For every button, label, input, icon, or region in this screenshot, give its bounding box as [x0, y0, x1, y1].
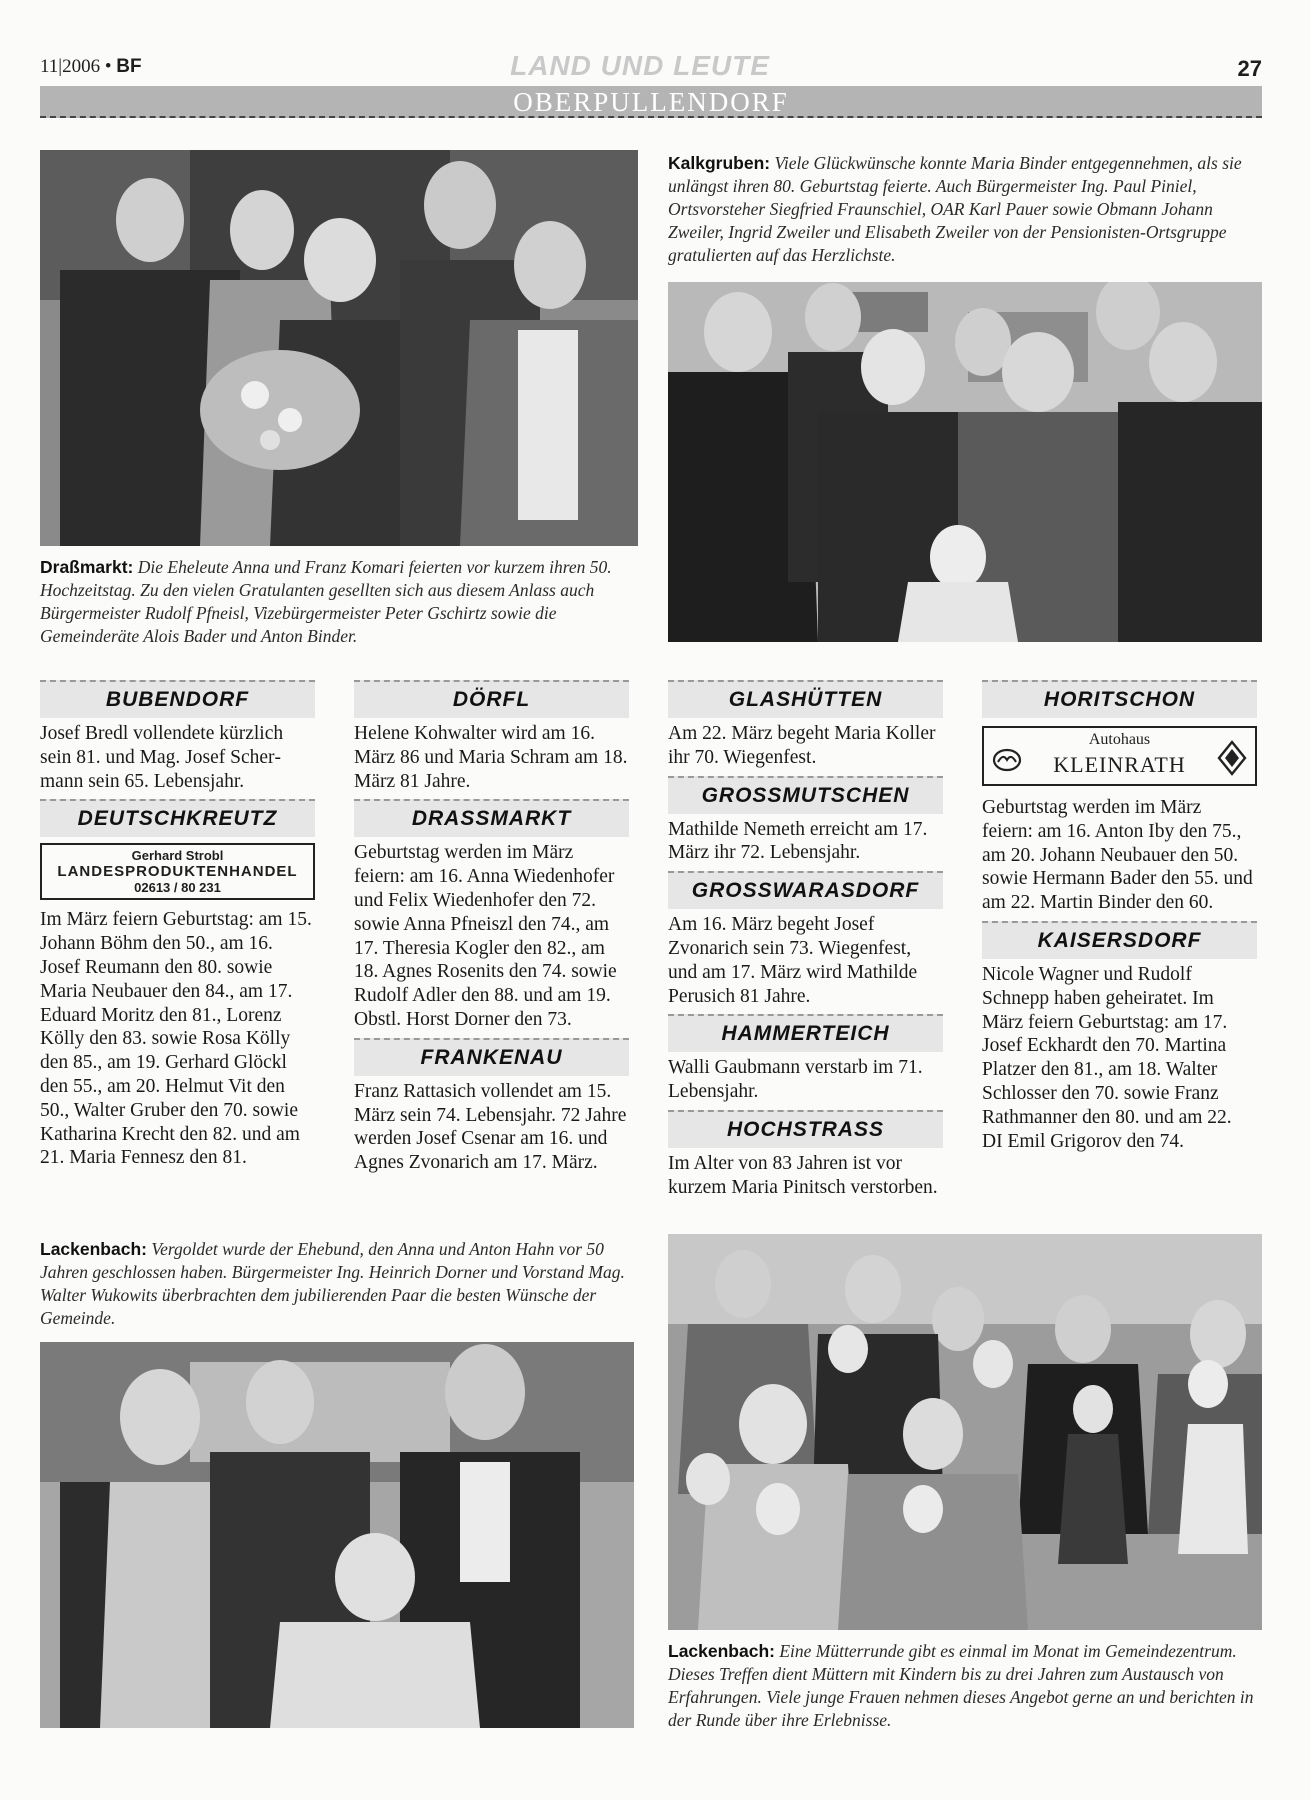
caption-place: Draßmarkt:: [40, 557, 134, 577]
section-text-glashuetten: Am 22. März begeht Maria Koller ihr 70. Wiegenfest.: [668, 723, 936, 768]
photo-lackenbach-golden-wedding: [40, 1342, 634, 1728]
caption-lackenbach-golden-wedding: [40, 1238, 638, 1330]
section-head-hochstrass: HOCHSTRASS: [668, 1110, 943, 1148]
section-text-horitschon: Geburtstag werden im März feiern: am 16. Anton Iby den 75., am 20. Johann Neubauer den 50. sowie Hermann Bader den 55. und am 22. Martin Binder den 60.: [982, 797, 1253, 914]
column-3: [668, 680, 943, 1206]
region-band: [40, 86, 1262, 118]
caption-kalkgruben: [668, 152, 1260, 267]
renault-logo-icon: [1217, 740, 1247, 776]
ad-autohaus-name: KLEINRATH: [1053, 752, 1186, 777]
section-head-kaisersdorf: KAISERSDORF: [982, 921, 1257, 959]
region-title: OBERPULLENDORF: [513, 87, 789, 117]
photo-kalkgruben-birthday: [668, 282, 1262, 642]
section-head-glashuetten: GLASHÜTTEN: [668, 680, 943, 718]
caption-text: Vergoldet wurde der Ehebund, den Anna und Anton Hahn vor 50 Jahren geschlossen haben. Bürgermeister Ing. Heinrich Dorner und Vorstand Mag. Walter Wukowits überbrachten dem jubilierenden Paar die besten Wünsche der Gemeinde.: [40, 1239, 625, 1328]
section-head-grossmutschen: GROSSMUTSCHEN: [668, 776, 943, 814]
ad-strobl-phone: 02613 / 80 231: [134, 880, 221, 896]
ad-autohaus-label: Autohaus: [1088, 731, 1151, 748]
caption-place: Kalkgruben:: [668, 153, 771, 173]
ad-autohaus: [982, 726, 1257, 786]
caption-text: Viele Glückwünsche konnte Maria Binder entgegennehmen, als sie unlängst ihren 80. Geburtstag feierte. Auch Bürgermeister Ing. Paul Piniel, Ortsvorsteher Siegfried Fraunschiel, OAR Karl Pauer sowie Obmann Johann Zweiler, Ingrid Zweiler und Elisabeth Zweiler von der Pensionisten-Ortsgruppe gratulierten auf das Herzlichste.: [668, 153, 1242, 265]
caption-text: Eine Mütterrunde gibt es einmal im Monat im Gemeindezentrum. Dieses Treffen dient Müttern mit Kindern bis zu drei Jahren zum Austausch von Erfahrungen. Viele junge Frauen nehmen dieses Angebot gerne an und berichten in der Runde über ihre Erlebnisse.: [668, 1641, 1254, 1730]
issue-info: [40, 56, 142, 78]
ad-strobl: [40, 843, 315, 900]
section-head-hammerteich: HAMMERTEICH: [668, 1014, 943, 1052]
section-text-hochstrass: Im Alter von 83 Jahren ist vor kurzem Maria Pinitsch verstorben.: [668, 1152, 938, 1198]
section-text-bubendorf: Josef Bredl vollendete kürzlich sein 81. und Mag. Josef Schermann sein 65. Lebensjahr.: [40, 723, 284, 792]
section-head-doerfl: DÖRFL: [354, 680, 629, 718]
section-head-grosswarasdorf: GROSSWARASDORF: [668, 871, 943, 909]
section-text-frankenau: Franz Rattasich vollendet am 15. März sein 74. Lebensjahr. 72 Jahre werden Josef Csenar am 16. und Agnes Zvonarich am 17. März.: [354, 1080, 627, 1174]
issue-number: 11|2006 •: [40, 56, 112, 77]
page-number: 27: [1237, 56, 1262, 81]
section-head-frankenau: FRANKENAU: [354, 1038, 629, 1076]
column-2: [354, 680, 629, 1181]
section-head-horitschon: HORITSCHON: [982, 680, 1257, 718]
photo-lackenbach-mothers-group: [668, 1234, 1262, 1630]
paper-name: BF: [116, 56, 142, 77]
section-head-drassmarkt: DRASSMARKT: [354, 799, 629, 837]
section-text-kaisersdorf: Nicole Wagner und Rudolf Schnepp haben geheiratet. Im März feiern Geburtstag: am 17. Josef Eckhardt den 70. Martina Platzer den 81., am 18. Walter Schlosser den 70. sowie Franz Rathmanner den 80. und am 22. DI Emil Grigorov den 74.: [982, 963, 1232, 1152]
caption-place: Lackenbach:: [40, 1239, 147, 1259]
section-head-deutschkreutz: DEUTSCHKREUTZ: [40, 799, 315, 837]
ad-strobl-business: LANDESPRODUKTENHANDEL: [57, 863, 298, 881]
caption-lackenbach-mothers: [668, 1640, 1262, 1732]
section-head-bubendorf: BUBENDORF: [40, 680, 315, 718]
section-text-grossmutschen: Mathilde Nemeth erreicht am 17. März ihr 72. Lebensjahr.: [668, 818, 928, 864]
section-text-hammerteich: Walli Gaubmann verstarb im 71. Lebensjahr.: [668, 1057, 923, 1103]
section-title: LAND UND LEUTE: [510, 50, 770, 81]
section-text-deutschkreutz: Im März feiern Geburtstag: am 15. Johann Böhm den 50., am 16. Josef Reumann den 80. sowie Maria Neubauer den 84., am 17. Eduard Moritz den 81., Lorenz Kölly den 83. sowie Rosa Kölly den 85., am 19. Gerhard Glöckl den 55., am 20. Helmut Vit den 50., Walter Gruber den 70. sowie Katharina Krecht den 82. und am 21. Maria Fennesz den 81.: [40, 909, 312, 1169]
section-text-grosswarasdorf: Am 16. März begeht Josef Zvonarich sein 73. Wiegenfest, und am 17. März wird Mathilde Perusich 81 Jahre.: [668, 914, 918, 1007]
section-text-doerfl: Helene Kohwalter wird am 16. März 86 und Maria Schram am 18. März 81 Jahre.: [354, 723, 628, 792]
ad-strobl-name: Gerhard Strobl: [131, 848, 224, 864]
column-1: [40, 680, 315, 1176]
caption-text: Die Eheleute Anna und Franz Komari feierten vor kurzem ihren 50. Hochzeitstag. Zu den vielen Gratulanten gesellten sich aus diesem Anlass auch Bürgermeister Rudolf Pfneisl, Vizebürgermeister Peter Gschirtz sowie die Gemeinderäte Alois Bader und Anton Binder.: [40, 557, 612, 646]
photo-drassmarkt-couple: [40, 150, 638, 546]
column-4: [982, 680, 1257, 1159]
caption-place: Lackenbach:: [668, 1641, 775, 1661]
caption-drassmarkt: [40, 556, 638, 648]
section-text-drassmarkt: Geburtstag werden im März feiern: am 16. Anna Wiedenhofer und Felix Wiedenhofer den 72. sowie Anna Pfneiszl den 74., am 17. Theresia Kogler den 82., am 18. Agnes Rosenits den 74. sowie Rudolf Adler den 88. und am 19. Obstl. Horst Dorner den 73.: [354, 842, 617, 1030]
